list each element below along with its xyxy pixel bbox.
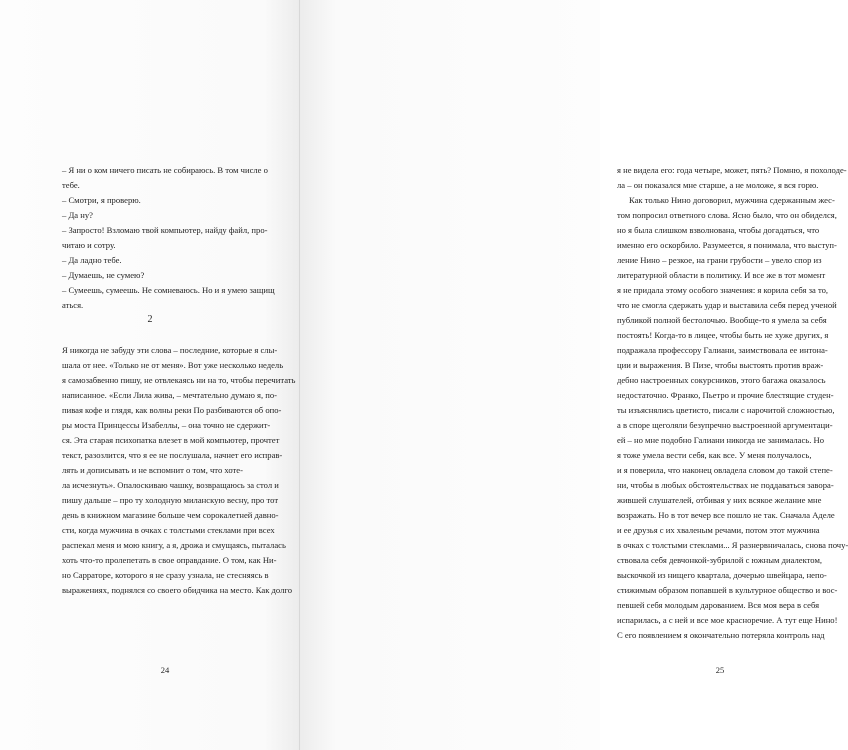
body-line: но я была слишком взволнована, чтобы догадаться, что bbox=[617, 225, 820, 235]
body-line: написанное. «Если Лила жива, – мечтательно думаю я, по- bbox=[62, 390, 278, 400]
body-line: пишу дальше – про ту холодную миланскую весну, про тот bbox=[62, 495, 279, 505]
body-line: публикой полной бестолочью. Вообще-то я умела за себя bbox=[617, 315, 827, 325]
body-line: но Сарраторе, которого я не сразу узнала, не стесняясь в bbox=[62, 570, 269, 580]
body-line: ла – он показался мне старше, а не моложе, я вся горю. bbox=[617, 180, 819, 190]
body-line: литературной области в политику. И все же в тот момент bbox=[617, 270, 826, 280]
body-line: я не видела его: года четыре, может, пять? Помню, я похолоде- bbox=[617, 165, 847, 175]
body-line: С его появлением я окончательно потеряла контроль над bbox=[617, 630, 825, 640]
body-line: в очках с толстыми стеклами... Я разнервничалась, снова почу- bbox=[617, 540, 848, 550]
body-line: ции и выражения. В Пизе, чтобы выстоять против враж- bbox=[617, 360, 824, 370]
body-line: я тоже умела вести себя, как все. У меня получалось, bbox=[617, 450, 812, 460]
body-line: ры моста Принцессы Изабеллы, – она точно не сдержит- bbox=[62, 420, 271, 430]
body-line: шала от нее. «Только не от меня». Вот уже несколько недель bbox=[62, 360, 284, 370]
body-line: недостаточно. Франко, Пьетро и прочие блестящие студен- bbox=[617, 390, 834, 400]
body-line: день в книжном магазине больше чем сорокалетней давно- bbox=[62, 510, 279, 520]
body-line: испарилась, а с ней и все мое красноречие. А тут еще Нино! bbox=[617, 615, 838, 625]
body-line: я самозабвенно пишу, не отвлекаясь ни на то, чтобы перечитать bbox=[62, 375, 296, 385]
body-line: Как только Нино договорил, мужчина сдержанным жес- bbox=[629, 195, 835, 205]
body-line: ей – но мне подобно Галиани никогда не занималась. Но bbox=[617, 435, 825, 445]
page-number-right: 25 bbox=[715, 665, 725, 675]
body-line: стижимым образом попавшей в культурное общество и вос- bbox=[617, 585, 838, 595]
body-line: именно его оскорбило. Разумеется, я понимала, что выступ- bbox=[617, 240, 837, 250]
dialogue-line: – Сумеешь, сумеешь. Не сомневаюсь. Но и я умею защищ bbox=[62, 285, 275, 295]
body-line: пивая кофе и глядя, как волны реки По разбиваются об опо- bbox=[62, 405, 282, 415]
body-line: дебно настроенных сокурсников, этого багажа оказалось bbox=[617, 375, 826, 385]
body-line: текст, разозлится, что я ее не послушала, начнет его исправ- bbox=[62, 450, 283, 460]
right-page bbox=[300, 0, 848, 750]
body-line: ни, чтобы в любых обстоятельствах не поддаваться завора- bbox=[617, 480, 834, 490]
body-line: и я поверила, что наконец овладела словом до такой степе- bbox=[617, 465, 833, 475]
page-number-left: 24 bbox=[160, 665, 170, 675]
body-line: Я никогда не забуду эти слова – последние, которые я слы- bbox=[62, 345, 278, 355]
body-line: возражать. Но в тот вечер все пошло не так. Сначала Аделе bbox=[617, 510, 835, 520]
dialogue-line: – Думаешь, не сумею? bbox=[62, 270, 145, 280]
body-line: жившей слушателей, отбивая у них всякое желание мне bbox=[617, 495, 822, 505]
dialogue-line: – Запросто! Взломаю твой компьютер, найду файл, про- bbox=[62, 225, 268, 235]
body-line: том попросил ответного слова. Ясно было, что он обиделся, bbox=[617, 210, 837, 220]
chapter-number: 2 bbox=[147, 314, 153, 325]
body-line: ление Нино – резкое, на грани грубости – увело спор из bbox=[617, 255, 822, 265]
body-line: ла исчезнуть». Опалоскиваю чашку, возвращаюсь за стол и bbox=[62, 480, 279, 490]
body-line: я не придала этому особого значения: я корила себя за то, bbox=[617, 285, 829, 295]
dialogue-line: – Да ладно тебе. bbox=[62, 255, 122, 265]
body-line: ся. Эта старая психопатка влезет в мой компьютер, прочтет bbox=[62, 435, 280, 445]
dialogue-line: – Я ни о ком ничего писать не собираюсь. В том числе о bbox=[62, 165, 268, 175]
body-line: выражениях, поднялся со своего обидчика на место. Как долго bbox=[62, 585, 293, 595]
body-line: сти, когда мужчина в очках с толстыми стеклами при всех bbox=[62, 525, 275, 535]
body-line: а в споре щеголяли безупречно выстроенной аргументаци- bbox=[617, 420, 833, 430]
body-line: и ее друзья с их хваленым речами, потом этот мужчина bbox=[617, 525, 820, 535]
body-line: подражала профессору Галиани, заимствовала ее интона- bbox=[617, 345, 828, 355]
left-page bbox=[0, 0, 300, 750]
body-line: хоть что-то пролепетать в свое оправдание. О том, как Ни- bbox=[62, 555, 277, 565]
body-line: распекал меня и мою книгу, а я, дрожа и смущаясь, пыталась bbox=[62, 540, 286, 550]
body-line: ствовала себя девчонкой-зубрилой с южным диалектом, bbox=[617, 555, 823, 565]
dialogue-line: – Смотри, я проверю. bbox=[62, 195, 141, 205]
body-line: что не смогла сдержать удар и выставила себя перед ученой bbox=[617, 300, 837, 310]
dialogue-line: тебе. bbox=[62, 180, 80, 190]
body-line: лять и дописывать и не вспомнит о том, что хоте- bbox=[62, 465, 243, 475]
dialogue-line: читаю и сотру. bbox=[62, 240, 116, 250]
body-line: выскочкой из нищего квартала, дочерью швейцара, непо- bbox=[617, 570, 827, 580]
dialogue-line: – Да ну? bbox=[62, 210, 93, 220]
body-line: ты изъяснялись цветисто, писали с нарочитой сложностью, bbox=[617, 405, 835, 415]
body-line: постоять! Когда-то в лицее, чтобы быть не хуже других, я bbox=[617, 330, 829, 340]
dialogue-line: аться. bbox=[62, 300, 84, 310]
body-line: певшей себя молодым дарованием. Вся моя вера в себя bbox=[617, 600, 820, 610]
